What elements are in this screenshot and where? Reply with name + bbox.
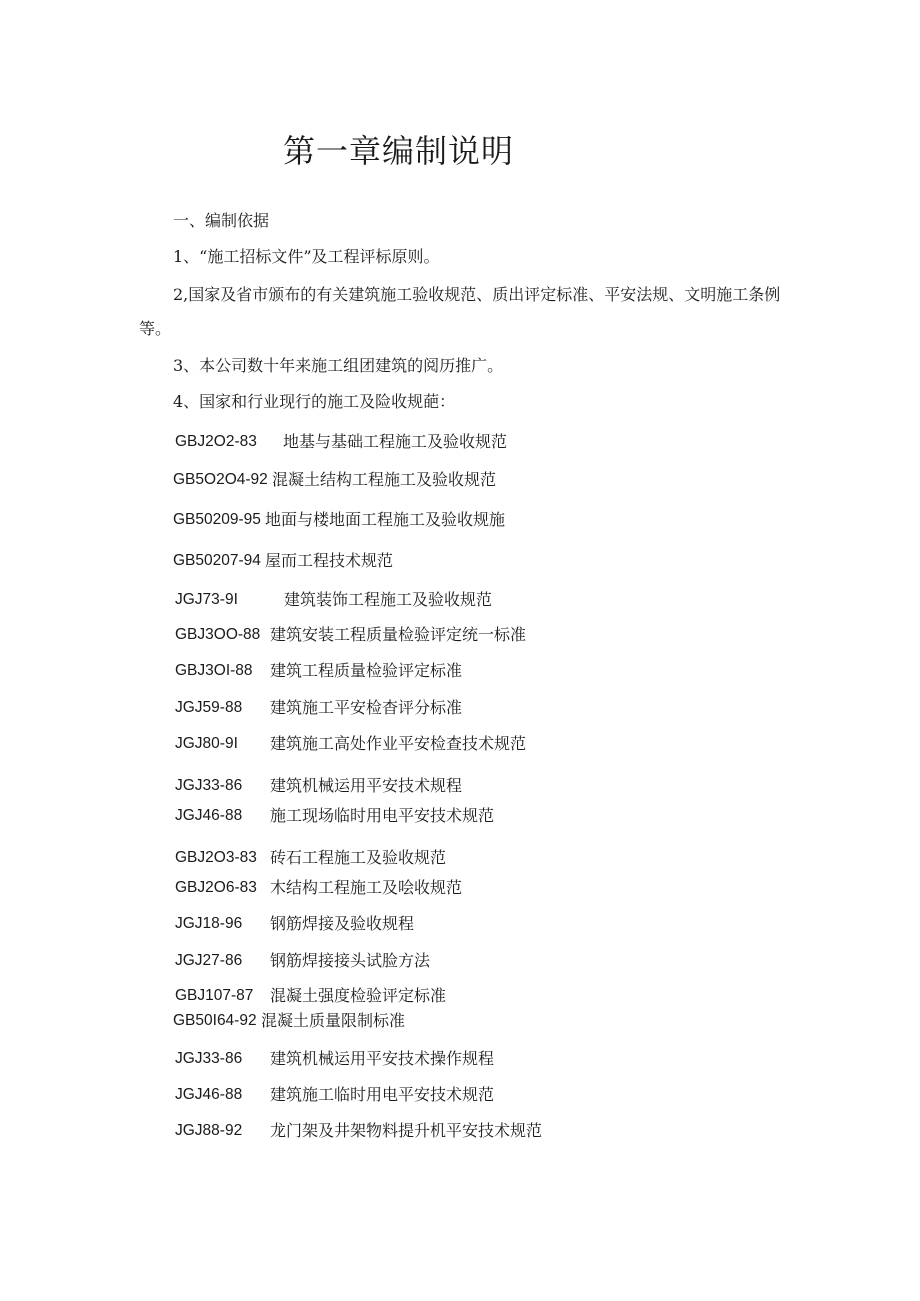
- standard-name: 砖石工程施工及验收规范: [270, 848, 447, 867]
- standard-name: 施工现场临时用电平安技术规范: [270, 806, 495, 825]
- standard-code: JGJ33-86: [175, 777, 243, 794]
- standard-code: JGJ73-9I: [175, 591, 238, 608]
- standard-code: JGJ80-9I: [175, 735, 238, 752]
- standard-code: JGJ59-88: [175, 699, 243, 716]
- standard-name: 地基与基础工程施工及验收规范: [283, 432, 508, 451]
- standard-code: GB50I64-92: [173, 1012, 257, 1029]
- standard-code: JGJ46-88: [175, 1086, 243, 1103]
- standard-name: 混凝土强度检验评定标准: [270, 986, 447, 1005]
- standard-name: 建筑机械运用平安技术操作规程: [270, 1049, 495, 1068]
- standard-name: 建筑装饰工程施工及验收规范: [284, 590, 493, 609]
- standard-name: 混凝土质量限制标准: [261, 1011, 406, 1030]
- standard-name: 混凝土结构工程施工及验收规范: [272, 470, 497, 489]
- standard-code: GBJ3OI-88: [175, 662, 253, 679]
- basis-item-2: 2,国家及省市颁布的有关建筑施工验收规范、质出评定标准、平安法规、文明施工条例等。: [139, 285, 781, 338]
- standard-name: 钢筋焊接接头试脸方法: [270, 951, 431, 970]
- section-heading: 一、编制依据: [173, 211, 270, 230]
- standard-name: 木结构工程施工及哙收规范: [270, 878, 463, 897]
- standard-name: 建筑机械运用平安技术规程: [270, 776, 463, 795]
- standard-name: 龙门架及井架物料提升机平安技术规范: [270, 1121, 543, 1140]
- standard-name: 钢筋焊接及验收规程: [270, 914, 415, 933]
- standard-code: GBJ107-87: [175, 987, 254, 1004]
- basis-item-4: 4、国家和行业现行的施工及险收规葩：: [173, 392, 456, 411]
- chapter-title: 第一章编制说明: [283, 132, 515, 170]
- standard-name: 建筑施工平安检杳评分标准: [270, 698, 463, 717]
- standard-name: 建筑安装工程质量检验评定统一标准: [270, 625, 527, 644]
- standard-code: GB50209-95: [173, 511, 261, 528]
- standard-code: JGJ33-86: [175, 1050, 243, 1067]
- standard-code: GBJ2O2-83: [175, 433, 257, 450]
- standard-code: GB5O2O4-92: [173, 471, 268, 488]
- standard-code: JGJ88-92: [175, 1122, 243, 1139]
- standard-code: GBJ2O3-83: [175, 849, 257, 866]
- standard-code: GB50207-94: [173, 552, 261, 569]
- standard-name: 建筑工程质量检验评定标准: [270, 661, 463, 680]
- standard-code: JGJ18-96: [175, 915, 243, 932]
- standard-code: GBJ3OO-88: [175, 626, 261, 643]
- basis-item-1: 1、“施工招标文件”及工程评标原则。: [173, 247, 440, 266]
- standard-code: GBJ2O6-83: [175, 879, 257, 896]
- standard-code: JGJ46-88: [175, 807, 243, 824]
- standard-name: 屋而工程技术规范: [265, 551, 394, 570]
- basis-item-3: 3、本公司数十年来施工组团建筑的阅历推广。: [173, 356, 504, 375]
- standard-name: 建筑施工高处作业平安检查技术规范: [270, 734, 527, 753]
- standard-code: JGJ27-86: [175, 952, 243, 969]
- standard-name: 建筑施工临时用电平安技术规范: [270, 1085, 495, 1104]
- standard-name: 地面与楼地面工程施工及验收规施: [265, 510, 506, 529]
